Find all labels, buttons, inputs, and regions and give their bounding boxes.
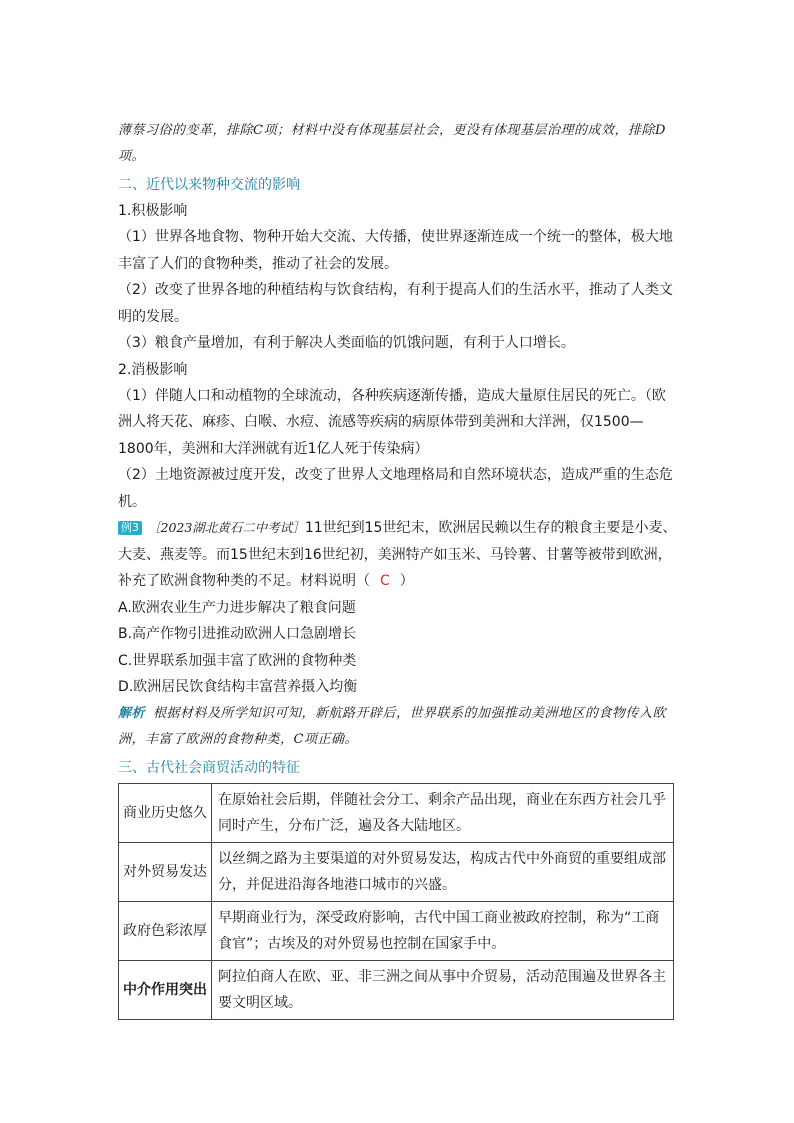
example-question-stem [118, 515, 678, 595]
option-b: B.高产作物引进推动欧洲人口急剧增长 [118, 626, 357, 642]
table-row-label: 对外贸易发达 [119, 842, 212, 901]
example-stem-end: ） [399, 573, 414, 589]
section-heading-ancient-trade: 三、古代社会商贸活动的特征 [118, 759, 300, 776]
section-heading-species-exchange: 二、近代以来物种交流的影响 [118, 177, 300, 193]
table-row-text: 早期商业行为，深受政府影响，古代中国工商业被政府控制，称为“工商食官”；古埃及的对外贸易也控制在国家手中。 [212, 901, 674, 960]
table-row [119, 960, 674, 1019]
example-tag: 例3 [118, 521, 142, 535]
positive-effect-1: （1）世界各地食物、物种开始大交流、大传播，使世界逐渐连成一个统一的整体，极大地丰富了人们的食物种类，推动了社会的发展。 [118, 229, 673, 272]
table-row [119, 783, 674, 842]
negative-effect-2: （2）土地资源被过度开发，改变了世界人文地理格局和自然环境状态，造成严重的生态危机。 [118, 467, 673, 510]
example-stem-text: 11世纪到15世纪末，欧洲居民赖以生存的粮食主要是小麦、大麦、燕麦等。而15世纪末到16世纪初，美洲特产如玉米、马铃薯、甘薯等被带到欧洲，补充了欧洲食物种类的不足。材料说明（ [118, 520, 677, 589]
analysis-label: 解析 [118, 705, 146, 721]
trade-features-table [118, 783, 674, 1020]
table-row-text: 在原始社会后期，伴随社会分工、剩余产品出现，商业在东西方社会几乎同时产生，分布广泛，遍及各大陆地区。 [212, 783, 674, 842]
table-row-label: 商业历史悠久 [119, 783, 212, 842]
table-row [119, 842, 674, 901]
example-analysis [118, 701, 678, 753]
positive-effects-title: 1.积极影响 [118, 203, 188, 219]
table-row-text: 阿拉伯商人在欧、亚、非三洲之间从事中介贸易，活动范围遍及世界各主要文明区域。 [212, 960, 674, 1019]
table-row-label: 政府色彩浓厚 [119, 901, 212, 960]
positive-effect-2: （2）改变了世界各地的种植结构与饮食结构，有利于提高人们的生活水平，推动了人类文明的发展。 [118, 282, 673, 325]
table-row [119, 901, 674, 960]
example-answer: C [380, 573, 390, 589]
example-source: ［2023湖北黄石二中考试］ [148, 520, 305, 535]
document-page [118, 118, 678, 1020]
option-a: A.欧洲农业生产力进步解决了粮食问题 [118, 599, 356, 616]
table-row-text: 以丝绸之路为主要渠道的对外贸易发达，构成古代中外商贸的重要组成部分，并促进沿海各地港口城市的兴盛。 [212, 842, 674, 901]
negative-effects-title: 2.消极影响 [118, 361, 188, 378]
option-d: D.欧洲居民饮食结构丰富营养摄入均衡 [118, 679, 358, 695]
option-c: C.世界联系加强丰富了欧洲的食物种类 [118, 652, 357, 669]
table-row-label: 中介作用突出 [119, 960, 212, 1019]
previous-analysis-tail: 薄蔡习俗的变革，排除C项；材料中没有体现基层社会，更没有体现基层治理的成效，排除D项。 [118, 123, 666, 164]
analysis-text: 根据材料及所学知识可知，新航路开辟后，世界联系的加强推动美洲地区的食物传入欧洲，丰富了欧洲的食物种类，C项正确。 [118, 705, 667, 747]
negative-effect-1: （1）伴随人口和动植物的全球流动，各种疾病逐渐传播，造成大量原住居民的死亡。（欧洲人将天花、麻疹、白喉、水痘、流感等疾病的病原体带到美洲和大洋洲，仅1500—1800年，美洲和大洋洲就有近1亿人死于传染病） [118, 387, 666, 457]
positive-effect-3: （3）粮食产量增加，有利于解决人类面临的饥饿问题，有利于人口增长。 [118, 335, 575, 351]
